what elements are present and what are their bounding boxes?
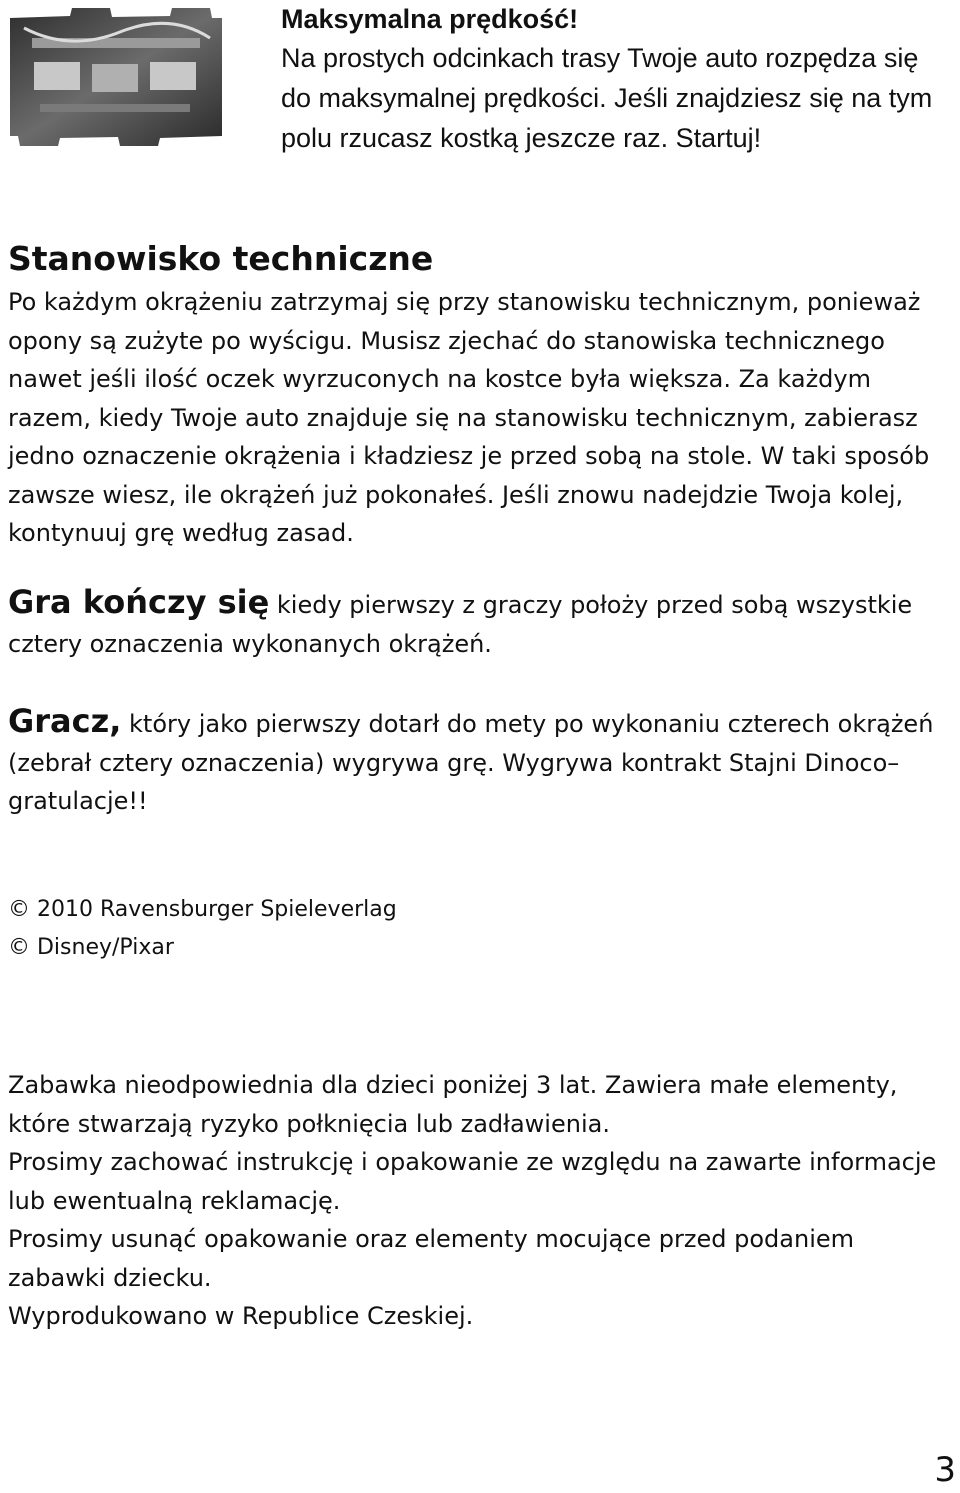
max-speed-section — [281, 0, 951, 158]
pit-stop-section — [8, 237, 952, 553]
copyright-block — [8, 891, 397, 967]
made-in: Wyprodukowano w Republice Czeskiej. — [8, 1302, 474, 1330]
game-end-text: kiedy pierwszy z graczy położy przed sobą wszystkie cztery oznaczenia wykonanych okrążeń. — [8, 591, 913, 658]
warning-remove-packaging: Prosimy usunąć opakowanie oraz elementy mocujące przed podaniem zabawki dziecku. — [8, 1225, 855, 1292]
page-number: 3 — [934, 1450, 956, 1490]
winner-text: który jako pierwszy dotarł do mety po wykonaniu czterech okrążeń (zebrał cztery oznaczenia) wygrywa grę. Wygrywa kontrakt Stajni Dinoco– gratulacje!! — [8, 710, 934, 815]
game-end-lead: Gra kończy się — [8, 583, 270, 621]
speed-field-tile-image — [10, 8, 222, 146]
copyright-disney: © Disney/Pixar — [8, 935, 174, 960]
pit-stop-heading: Stanowisko techniczne — [8, 239, 434, 278]
max-speed-title: Maksymalna prędkość! — [281, 4, 579, 34]
warning-keep-instructions: Prosimy zachować instrukcję i opakowanie ze względu na zawarte informacje lub ewentualną reklamację. — [8, 1148, 937, 1215]
safety-warnings — [8, 1066, 952, 1336]
game-end-section — [8, 583, 952, 663]
pit-stop-text: Po każdym okrążeniu zatrzymaj się przy stanowisku technicznym, ponieważ opony są zużyte po wyścigu. Musisz zjechać do stanowiska technicznego nawet jeśli ilość oczek wyrzuconych na kostce była większa. Za każdym razem, kiedy Twoje auto znajduje się na stanowisku technicznym, zabierasz jedno oznaczenie okrążenia i kładziesz je przed sobą na stole. W taki sposób zawsze wiesz, ile okrążeń już pokonałeś. Jeśli znowu nadejdzie Twoja kolej, kontynuuj grę według zasad. — [8, 288, 930, 547]
winner-section — [8, 702, 952, 821]
winner-lead: Gracz, — [8, 702, 122, 740]
max-speed-text: Na prostych odcinkach trasy Twoje auto rozpędza się do maksymalnej prędkości. Jeśli znajdziesz się na tym polu rzucasz kostką jeszcze raz. Startuj! — [281, 43, 933, 153]
warning-age: Zabawka nieodpowiednia dla dzieci poniżej 3 lat. Zawiera małe elementy, które stwarzają ryzyko połknięcia lub zadławienia. — [8, 1071, 898, 1138]
copyright-ravensburger: © 2010 Ravensburger Spieleverlag — [8, 897, 397, 922]
